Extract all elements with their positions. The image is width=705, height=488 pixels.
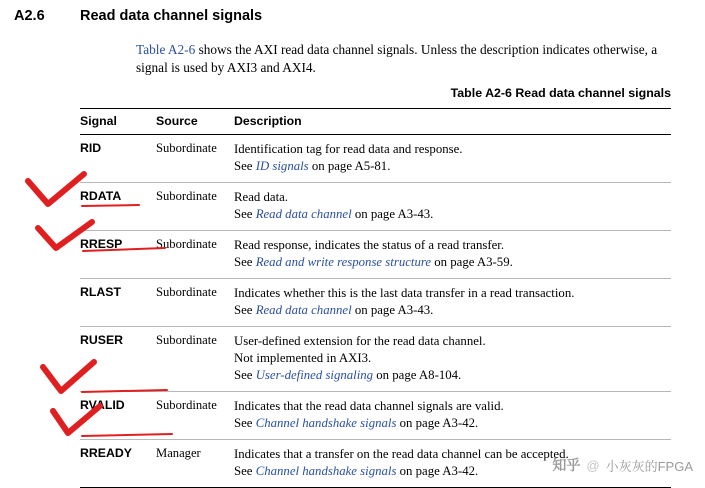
signal-description: [234, 279, 671, 327]
description-line: Read data.: [234, 190, 289, 204]
section-heading: [14, 8, 694, 24]
table-row: [80, 183, 671, 231]
description-line: User-defined extension for the read data channel.: [234, 334, 486, 348]
watermark-separator: @: [586, 457, 600, 473]
description-see-line: [234, 158, 671, 175]
cross-reference-link[interactable]: Channel handshake signals: [255, 464, 397, 478]
description-line: Indicates that the read data channel signals are valid.: [234, 399, 504, 413]
table-caption: Table A2-6 Read data channel signals: [450, 86, 671, 100]
see-prefix: See: [234, 255, 256, 269]
signal-description: [234, 183, 671, 231]
column-header-description: Description: [234, 114, 302, 128]
description-line: Indicates whether this is the last data transfer in a read transaction.: [234, 286, 575, 300]
cross-reference-link[interactable]: ID signals: [255, 159, 309, 173]
description-line: Indicates that a transfer on the read data channel can be accepted.: [234, 447, 569, 461]
read-data-channel-signals-table: [80, 108, 671, 488]
section-title: Read data channel signals: [80, 8, 263, 24]
signal-name: RUSER: [80, 333, 124, 347]
table-row: [80, 135, 671, 183]
intro-paragraph: [136, 41, 676, 76]
signal-source: Subordinate: [156, 333, 217, 347]
description-see-line: [234, 254, 671, 271]
signal-source: Subordinate: [156, 237, 217, 251]
cross-reference-link[interactable]: User-defined signaling: [255, 368, 374, 382]
cross-reference-link[interactable]: Read data channel: [255, 207, 352, 221]
signal-description: [234, 392, 671, 440]
see-suffix: on page A3-59.: [431, 255, 513, 269]
see-suffix: on page A3-43.: [351, 303, 434, 317]
signal-name: RREADY: [80, 446, 132, 460]
signal-source: Subordinate: [156, 398, 217, 412]
see-suffix: on page A5-81.: [308, 159, 391, 173]
description-see-line: [234, 415, 671, 432]
see-prefix: See: [234, 303, 256, 317]
see-prefix: See: [234, 416, 256, 430]
column-header-signal: Signal: [80, 114, 117, 128]
intro-text: shows the AXI read data channel signals. Unless the description indicates otherwise, a signal is used by AXI3 and AXI4.: [136, 42, 658, 75]
description-see-line: [234, 302, 671, 319]
cross-reference-link[interactable]: Read and write response structure: [255, 255, 432, 269]
signal-source: Subordinate: [156, 141, 217, 155]
signal-name: RLAST: [80, 285, 121, 299]
see-prefix: See: [234, 207, 256, 221]
description-see-line: [234, 367, 671, 384]
check-mark-rdata: [28, 174, 84, 204]
see-prefix: See: [234, 159, 256, 173]
see-prefix: See: [234, 368, 256, 382]
signal-name: RVALID: [80, 398, 125, 412]
description-line: Not implemented in AXI3.: [234, 351, 372, 365]
signal-source: Manager: [156, 446, 201, 460]
section-number: A2.6: [14, 8, 45, 24]
watermark-username: 小灰灰的FPGA: [605, 458, 693, 474]
signal-source: Subordinate: [156, 189, 217, 203]
table-header: [80, 109, 671, 135]
signal-name: RID: [80, 141, 102, 155]
table-row: [80, 231, 671, 279]
watermark: [552, 455, 693, 475]
signal-description: [234, 135, 671, 183]
description-line: Identification tag for read data and response.: [234, 142, 463, 156]
table-body: [80, 135, 671, 488]
signal-description: [234, 231, 671, 279]
table-row: [80, 392, 671, 440]
see-suffix: on page A3-42.: [396, 416, 479, 430]
signal-name: RDATA: [80, 189, 122, 203]
description-see-line: [234, 206, 671, 223]
table-header-row: [80, 109, 671, 135]
signal-description: [234, 327, 671, 392]
cross-reference-link[interactable]: Read data channel: [255, 303, 352, 317]
table-row: [80, 279, 671, 327]
signal-source: Subordinate: [156, 285, 217, 299]
signal-name: RRESP: [80, 237, 123, 251]
see-suffix: on page A3-43.: [351, 207, 434, 221]
table-row: [80, 327, 671, 392]
see-suffix: on page A8-104.: [373, 368, 462, 382]
description-line: Read response, indicates the status of a read transfer.: [234, 238, 505, 252]
table-reference-link[interactable]: Table A2-6: [136, 42, 196, 57]
see-suffix: on page A3-42.: [396, 464, 479, 478]
cross-reference-link[interactable]: Channel handshake signals: [255, 416, 397, 430]
column-header-source: Source: [156, 114, 198, 128]
see-prefix: See: [234, 464, 256, 478]
zhihu-logo: 知乎: [552, 457, 581, 473]
